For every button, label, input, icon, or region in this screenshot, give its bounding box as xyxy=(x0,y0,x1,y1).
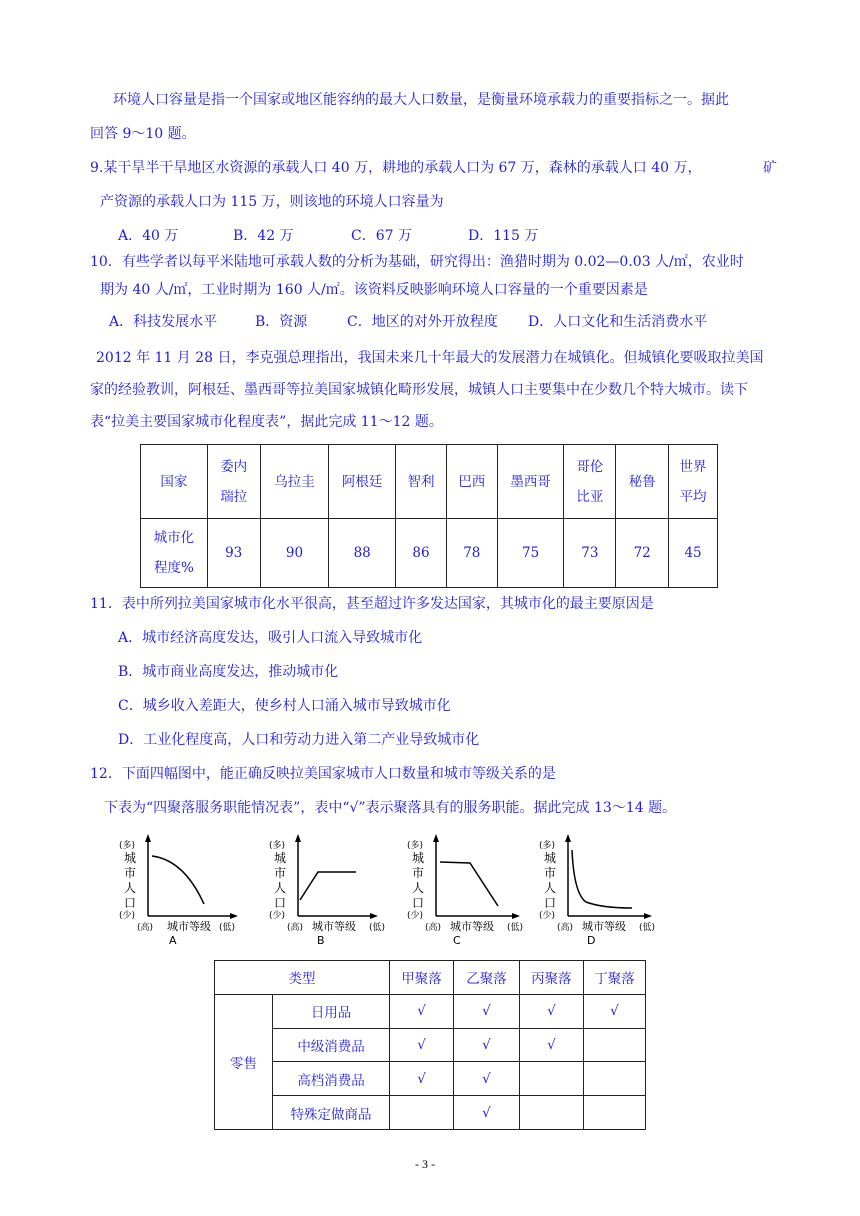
graph-a xyxy=(112,834,247,956)
question-9-option-d: D．115 万 xyxy=(468,228,539,244)
svg-text:(低): (低) xyxy=(507,923,524,933)
svg-text:城市等级: 城市等级 xyxy=(167,920,211,933)
urbanization-table-header-row xyxy=(141,445,718,519)
header-cell: 委内 瑞拉 xyxy=(207,445,260,519)
svg-text:(高): (高) xyxy=(137,923,154,933)
svg-text:(少): (少) xyxy=(539,911,556,921)
svg-text:(多): (多) xyxy=(269,841,286,851)
service-table-header-row xyxy=(215,961,646,995)
value-cell: 86 xyxy=(396,519,447,588)
graph-b xyxy=(262,834,397,956)
svg-text:人: 人 xyxy=(124,881,137,895)
svg-text:城: 城 xyxy=(274,851,287,865)
settlement-service-table xyxy=(214,960,646,1130)
svg-text:市: 市 xyxy=(544,866,557,880)
svg-text:(低): (低) xyxy=(369,923,386,933)
svg-text:C: C xyxy=(453,934,461,947)
question-11-option-b: B．城市商业高度发达，推动城市化 xyxy=(118,664,339,680)
question-12-stem: 12．下面四幅图中，能正确反映拉美国家城市人口数量和城市等级关系的是 xyxy=(90,766,556,782)
value-cell: 73 xyxy=(564,519,616,588)
value-cell: 78 xyxy=(446,519,497,588)
question-9-option-b: B．42 万 xyxy=(233,228,294,244)
svg-text:(少): (少) xyxy=(269,911,286,921)
check-cell: √ xyxy=(583,994,645,1028)
check-cell: √ xyxy=(519,994,583,1028)
question-11-stem: 11．表中所列拉美国家城市化水平很高，甚至超过许多发达国家，其城市化的最主要原因是 xyxy=(90,596,654,612)
header-cell: 巴西 xyxy=(446,445,497,519)
value-cell: 93 xyxy=(207,519,260,588)
question-10-stem: 10．有些学者以每平米陆地可承载人数的分析为基础，研究得出：渔猎时期为 0.02—0.03 人/㎡，农业时 xyxy=(90,254,744,270)
check-cell: √ xyxy=(390,1028,454,1062)
header-cell: 乌拉圭 xyxy=(260,445,329,519)
svg-text:口: 口 xyxy=(544,896,557,910)
check-cell: √ xyxy=(519,1028,583,1062)
value-cell: 90 xyxy=(260,519,329,588)
svg-text:(低): (低) xyxy=(639,923,656,933)
svg-text:人: 人 xyxy=(544,881,557,895)
value-cell: 75 xyxy=(497,519,564,588)
passage-intro-2: 2012 年 11 月 28 日，李克强总理指出，我国未来几十年最大的发展潜力在城镇化。但城镇化要吸取拉美国 xyxy=(96,350,764,366)
svg-text:城: 城 xyxy=(124,851,137,865)
header-cell: 哥伦 比亚 xyxy=(564,445,616,519)
table-row xyxy=(215,1028,646,1062)
check-cell: √ xyxy=(454,994,520,1028)
svg-text:城市等级: 城市等级 xyxy=(312,920,356,933)
header-cell: 国家 xyxy=(141,445,208,519)
question-10-option-d: D．人口文化和生活消费水平 xyxy=(528,314,708,330)
svg-text:(少): (少) xyxy=(119,911,136,921)
question-11-option-c: C．城乡收入差距大，使乡村人口涌入城市导致城市化 xyxy=(118,698,451,714)
header-cell: 丙聚落 xyxy=(519,961,583,995)
svg-text:(低): (低) xyxy=(219,923,236,933)
question-10-option-b: B．资源 xyxy=(255,314,308,330)
svg-text:(多): (多) xyxy=(119,841,136,851)
row-name-cell: 高档消费品 xyxy=(273,1062,390,1096)
svg-text:(高): (高) xyxy=(425,923,442,933)
check-cell: √ xyxy=(454,1096,520,1130)
check-cell: √ xyxy=(390,1062,454,1096)
svg-text:城: 城 xyxy=(544,851,557,865)
passage-intro-1-cont: 回答 9～10 题。 xyxy=(90,126,196,142)
svg-text:市: 市 xyxy=(412,866,425,880)
svg-text:(多): (多) xyxy=(407,841,424,851)
row-name-cell: 特殊定做商品 xyxy=(273,1096,390,1130)
svg-text:城市等级: 城市等级 xyxy=(582,920,626,933)
svg-text:(高): (高) xyxy=(557,923,574,933)
value-cell: 88 xyxy=(329,519,396,588)
question-9-stem-cont: 产资源的承载人口为 115 万，则该地的环境人口容量为 xyxy=(100,194,444,210)
passage-intro-2-cont2: 表“拉美主要国家城市化程度表”，据此完成 11～12 题。 xyxy=(90,414,443,430)
header-cell: 世界 平均 xyxy=(669,445,718,519)
header-cell: 智利 xyxy=(396,445,447,519)
svg-text:市: 市 xyxy=(124,866,137,880)
graph-c xyxy=(400,834,535,956)
value-cell: 72 xyxy=(616,519,669,588)
urbanization-table-value-row xyxy=(141,519,718,588)
question-11-option-a: A．城市经济高度发达，吸引人口流入导致城市化 xyxy=(118,630,423,646)
question-10-option-a: A．科技发展水平 xyxy=(109,314,218,330)
question-10-stem-cont: 期为 40 人/㎡，工业时期为 160 人/㎡。该资料反映影响环境人口容量的一个重要因素是 xyxy=(100,282,648,298)
svg-text:A: A xyxy=(169,934,177,947)
page-number: - 3 - xyxy=(415,1157,435,1171)
question-10-option-c: C．地区的对外开放程度 xyxy=(347,314,498,330)
svg-text:D: D xyxy=(587,934,596,947)
check-cell xyxy=(583,1062,645,1096)
check-cell xyxy=(519,1062,583,1096)
question-11-option-d: D．工业化程度高，人口和劳动力进入第二产业导致城市化 xyxy=(118,732,480,748)
header-cell: 类型 xyxy=(215,961,390,995)
table-row xyxy=(215,1062,646,1096)
svg-text:市: 市 xyxy=(274,866,287,880)
header-cell: 乙聚落 xyxy=(454,961,520,995)
urbanization-table xyxy=(140,444,718,588)
check-cell xyxy=(583,1096,645,1130)
question-9-stem: 9.某干旱半干旱地区水资源的承载人口 40 万，耕地的承载人口为 67 万，森林的承载人口 40 万， xyxy=(90,160,702,176)
question-9-option-c: C．67 万 xyxy=(351,228,412,244)
header-cell: 阿根廷 xyxy=(329,445,396,519)
question-9-stem-end: 矿 xyxy=(763,160,777,176)
passage-intro-3: 下表为“四聚落服务职能情况表”，表中“√”表示聚落具有的服务职能。据此完成 13～14 题。 xyxy=(104,800,677,816)
question-9-option-a: A．40 万 xyxy=(118,228,179,244)
value-cell: 45 xyxy=(669,519,718,588)
svg-text:人: 人 xyxy=(274,881,287,895)
passage-intro-2-cont1: 家的经验教训，阿根廷、墨西哥等拉美国家城镇化畸形发展，城镇人口主要集中在少数几个特大城市。读下 xyxy=(90,382,748,398)
row-name-cell: 中级消费品 xyxy=(273,1028,390,1062)
svg-text:人: 人 xyxy=(412,881,425,895)
check-cell xyxy=(390,1096,454,1130)
row-label-cell: 城市化 程度% xyxy=(141,519,208,588)
check-cell: √ xyxy=(390,994,454,1028)
svg-text:(高): (高) xyxy=(287,923,304,933)
check-cell: √ xyxy=(454,1028,520,1062)
check-cell xyxy=(583,1028,645,1062)
svg-text:城: 城 xyxy=(412,851,425,865)
row-name-cell: 日用品 xyxy=(273,994,390,1028)
table-row xyxy=(215,1096,646,1130)
header-cell: 丁聚落 xyxy=(583,961,645,995)
header-cell: 甲聚落 xyxy=(390,961,454,995)
table-row xyxy=(215,994,646,1028)
svg-text:城市等级: 城市等级 xyxy=(450,920,494,933)
check-cell xyxy=(519,1096,583,1130)
header-cell: 墨西哥 xyxy=(497,445,564,519)
svg-text:(少): (少) xyxy=(407,911,424,921)
passage-intro-1: 环境人口容量是指一个国家或地区能容纳的最大人口数量，是衡量环境承载力的重要指标之一。据此 xyxy=(113,92,729,108)
svg-text:(多): (多) xyxy=(539,841,556,851)
svg-text:口: 口 xyxy=(274,896,287,910)
graph-d xyxy=(532,834,667,956)
svg-text:口: 口 xyxy=(124,896,137,910)
group-cell: 零售 xyxy=(215,994,273,1129)
svg-text:B: B xyxy=(317,934,325,947)
check-cell: √ xyxy=(454,1062,520,1096)
svg-text:口: 口 xyxy=(412,896,425,910)
header-cell: 秘鲁 xyxy=(616,445,669,519)
